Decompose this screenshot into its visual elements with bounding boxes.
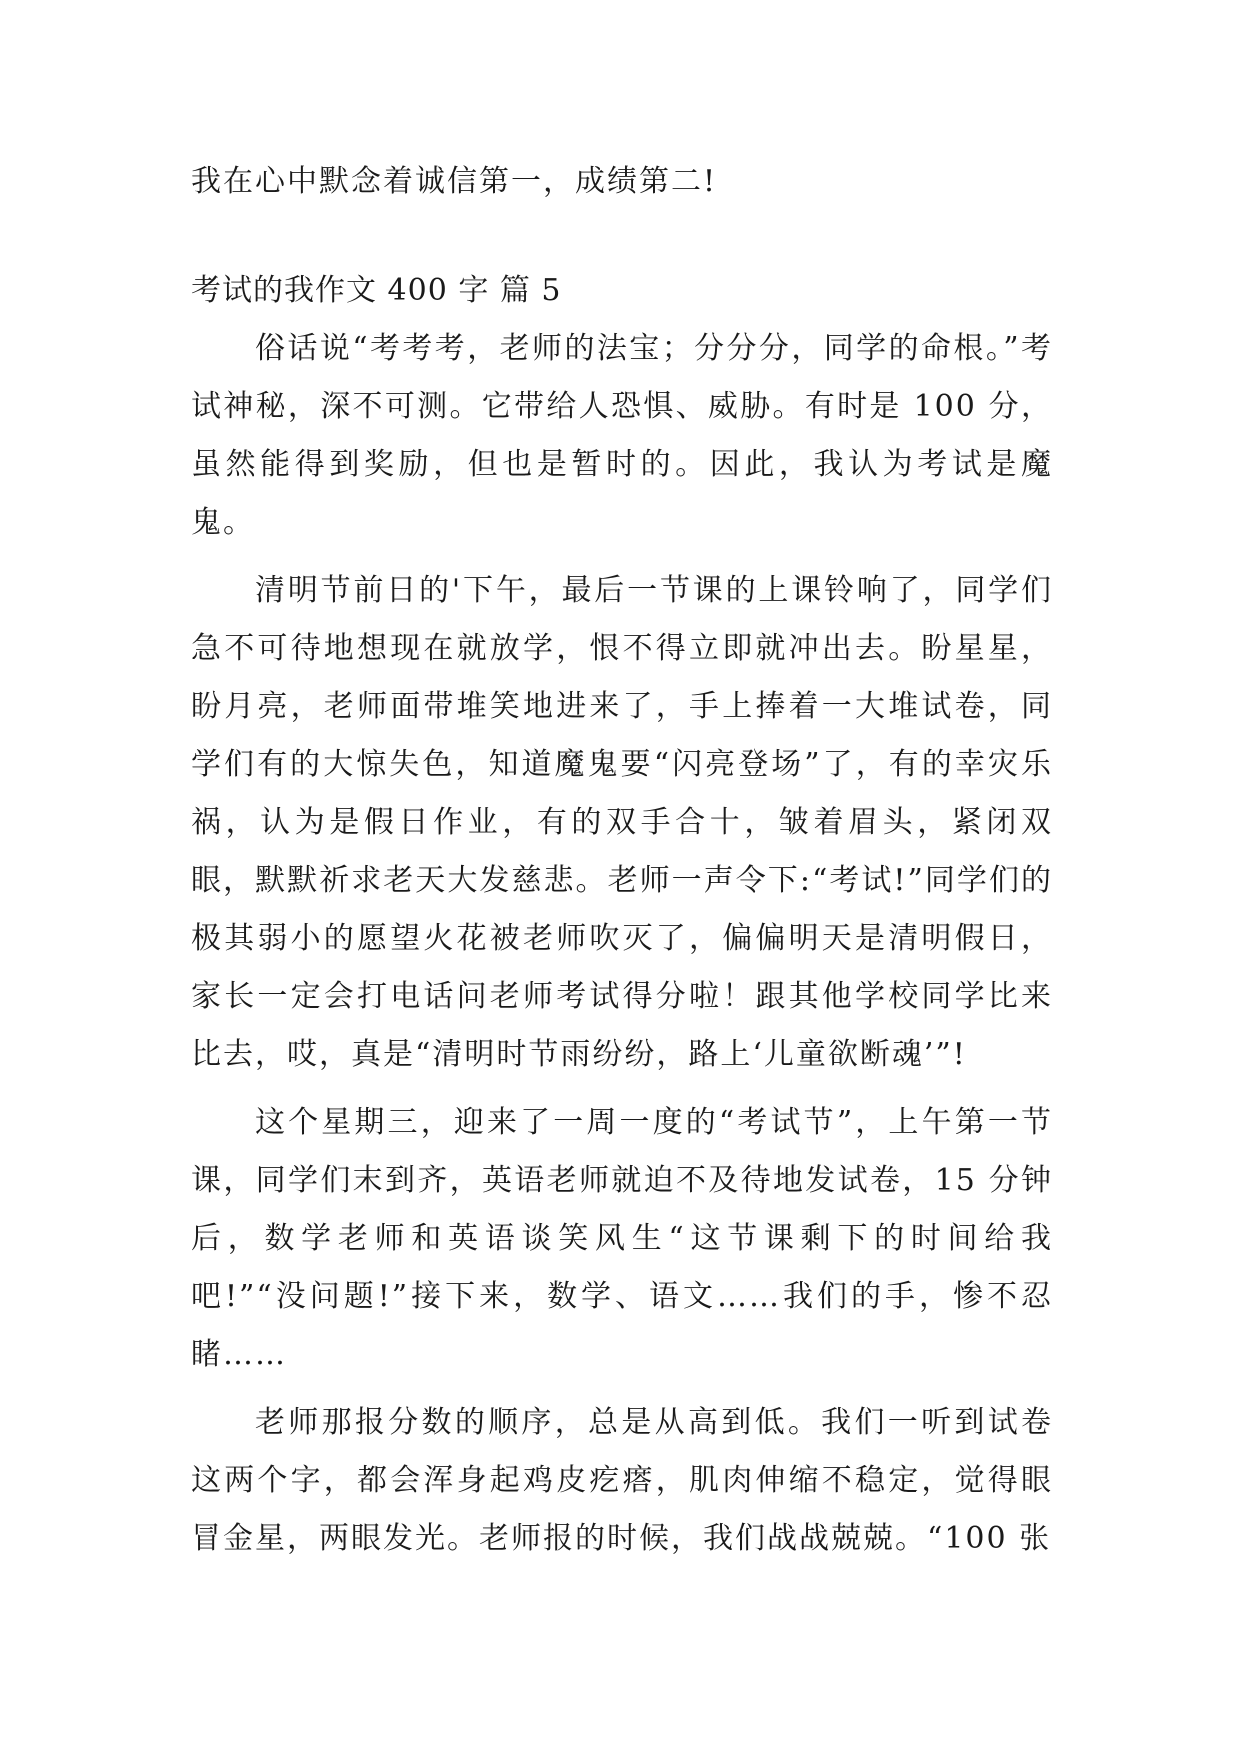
paragraph-4: 老师那报分数的顺序，总是从高到低。我们一听到试卷这两个字，都会浑身起鸡皮疙瘩，肌肉伸缩不稳定，觉得眼冒金星，两眼发光。老师报的时候，我们战战兢兢。“100 张 xyxy=(191,1405,1053,1556)
paragraph-3: 这个星期三，迎来了一周一度的“考试节”，上午第一节课，同学们末到齐，英语老师就迫不及待地发试卷，15 分钟后，数学老师和英语谈笑风生“这节课剩下的时间给我吧!”“没问题!”接下来，数学、语文……我们的手，惨不忍睹…… xyxy=(191,1105,1053,1372)
document-body xyxy=(191,153,1053,1568)
paragraph-2: 清明节前日的'下午，最后一节课的上课铃响了，同学们急不可待地想现在就放学，恨不得立即就冲出去。盼星星，盼月亮，老师面带堆笑地进来了，手上捧着一大堆试卷，同学们有的大惊失色，知道魔鬼要“闪亮登场”了，有的幸灾乐祸，认为是假日作业，有的双手合十，皱着眉头，紧闭双眼，默默祈求老天大发慈悲。老师一声令下:“考试!”同学们的极其弱小的愿望火花被老师吹灭了，偏偏明天是清明假日，家长一定会打电话问老师考试得分啦！跟其他学校同学比来比去，哎，真是“清明时节雨纷纷，路上‘儿童欲断魂’”! xyxy=(191,573,1053,1072)
section-title: 考试的我作文 400 字 篇 5 xyxy=(191,273,562,308)
opening-line: 我在心中默念着诚信第一，成绩第二! xyxy=(191,164,718,199)
paragraph-1: 俗话说“考考考，老师的法宝；分分分，同学的命根。”考试神秘，深不可测。它带给人恐惧、威胁。有时是 100 分，虽然能得到奖励，但也是暂时的。因此，我认为考试是魔鬼。 xyxy=(191,331,1053,540)
